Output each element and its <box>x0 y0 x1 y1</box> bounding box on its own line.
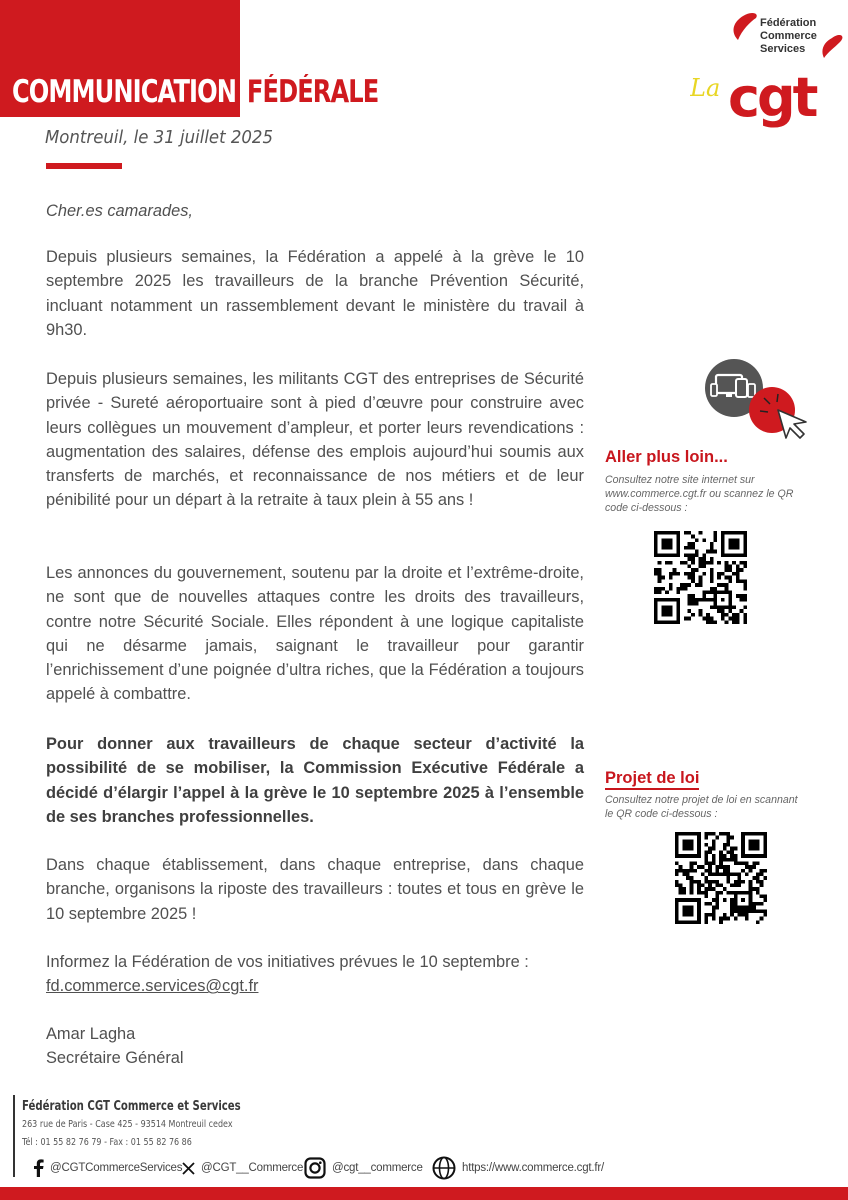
logo-federation-line1: Fédération <box>760 17 817 29</box>
greeting: Cher.es camarades, <box>46 202 193 220</box>
flame-icon-left <box>734 13 757 40</box>
x-handle: @CGT__Commerce <box>201 1162 304 1174</box>
paragraph-1: Depuis plusieurs semaines, la Fédération a appelé à la grève le 10 septembre 2025 les travailleurs de la branche Prévention Sécurité, incluant notamment un rassemblement devant le ministère du travail à 9h30. <box>46 248 584 339</box>
signature-title: Secrétaire Général <box>46 1049 184 1068</box>
qr-code-projet-de-loi[interactable] <box>675 832 767 924</box>
website-link[interactable] <box>432 1156 604 1180</box>
logo-cgt: cgt <box>728 66 816 129</box>
title-federale: FÉDÉRALE <box>246 74 379 110</box>
paragraph-2: Depuis plusieurs semaines, les militants CGT des entreprises de Sécurité privée - Sureté aéroportuaire sont à pied d’œuvre pour construire avec leurs collègues un mouvement d’ampleur, et porter leurs revendications : augmentation des salaires, défense des emplois aujourd’hui soumis aux transferts de marchés, et reconnaissance de nos métiers et de leur pénibilité pour un départ à la retraite à taux plein à 55 ans ! <box>46 370 584 510</box>
paragraph-6-text: Informez la Fédération de vos initiatives prévues le 10 septembre : <box>46 953 529 971</box>
email-link[interactable]: fd.commerce.services@cgt.fr <box>46 977 259 996</box>
instagram-link[interactable] <box>304 1156 423 1180</box>
page-title <box>12 74 378 110</box>
paragraph-5: Dans chaque établissement, dans chaque entreprise, dans chaque branche, organisons la riposte des travailleurs : toutes et tous en grève le 10 septembre 2025 ! <box>46 856 584 923</box>
paragraph-6 <box>46 950 584 999</box>
logo-federation-line3: Services <box>760 43 806 55</box>
signature-name: Amar Lagha <box>46 1025 136 1043</box>
website-url: https://www.commerce.cgt.fr/ <box>462 1162 605 1174</box>
footer-phone-fax: Tél : 01 55 82 76 79 - Fax : 01 55 82 76 86 <box>22 1137 192 1148</box>
paragraph-4-bold: Pour donner aux travailleurs de chaque secteur d’activité la possibilité de se mobiliser, la Commission Exécutive Fédérale a décidé d’élargir l’appel à la grève le 10 septembre 2025 à l’ensemble de ses branches professionnelles. <box>46 735 584 826</box>
instagram-icon <box>304 1157 326 1179</box>
flame-icon-right <box>822 35 842 58</box>
logo-federation-line2: Commerce <box>760 30 817 42</box>
qr-code-website[interactable] <box>654 531 747 624</box>
x-link[interactable] <box>182 1156 303 1180</box>
facebook-icon <box>32 1159 44 1177</box>
devices-click-icon <box>704 358 816 444</box>
projet-de-loi-description: Consultez notre projet de loi en scannant le QR code ci-dessous : <box>605 794 798 820</box>
facebook-link[interactable] <box>32 1156 182 1180</box>
x-icon <box>182 1162 195 1175</box>
instagram-handle: @cgt__commerce <box>332 1162 423 1174</box>
aller-plus-loin-description: Consultez notre site internet sur www.commerce.cgt.fr ou scannez le QR code ci-dessous : <box>605 474 794 514</box>
logo-script-la: La <box>690 74 721 102</box>
title-communication: COMMUNICATION <box>12 74 236 110</box>
projet-de-loi-heading: Projet de loi <box>605 768 699 790</box>
facebook-handle: @CGTCommerceServices <box>50 1162 183 1174</box>
date-underline-rule <box>46 163 122 169</box>
cgt-logo <box>690 8 845 130</box>
signature <box>46 1022 584 1071</box>
globe-www-icon <box>432 1156 456 1180</box>
footer-address: 263 rue de Paris - Case 425 - 93514 Montreuil cedex <box>22 1119 233 1130</box>
aller-plus-loin-heading: Aller plus loin... <box>605 448 728 466</box>
footer-red-bar <box>0 1187 848 1200</box>
date-line: Montreuil, le 31 juillet 2025 <box>45 127 274 148</box>
paragraph-3: Les annonces du gouvernement, soutenu par la droite et l’extrême-droite, ne sont que de nouvelles attaques contre les droits des travailleurs, contre notre Sécurité Sociale. Elles répondent à une logique capitaliste qui ne désarme jamais, saignant le travailleur pour garantir l’enrichissement d’une poignée d’ultra riches, que la Fédération a toujours appelé à combattre. <box>46 564 584 704</box>
footer-left-rule <box>13 1095 15 1177</box>
footer-organization: Fédération CGT Commerce et Services <box>22 1099 241 1114</box>
